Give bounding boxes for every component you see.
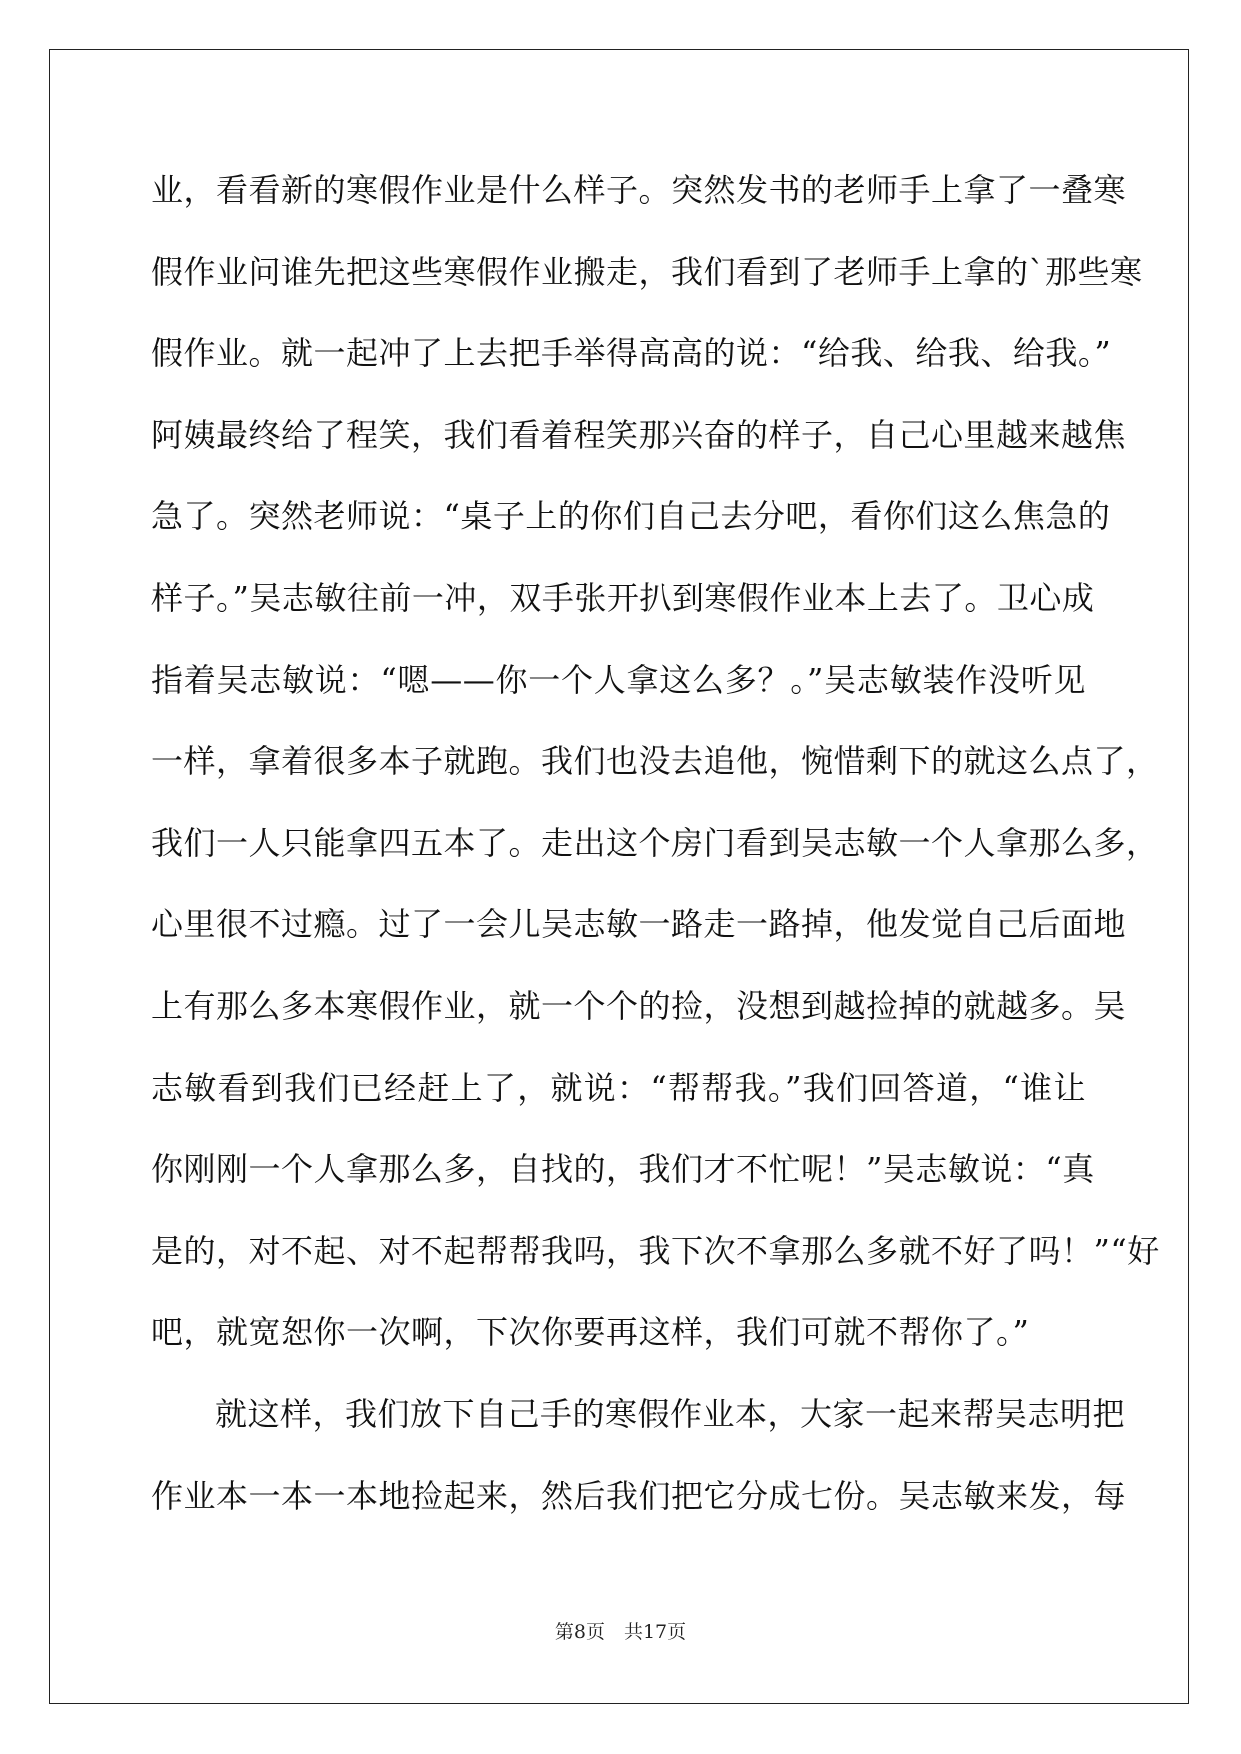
text-line: 作业本一本一本地捡起来，然后我们把它分成七份。吴志敏来发，每 — [151, 1476, 1127, 1515]
text-line: 吧，就宽恕你一次啊，下次你要再这样，我们可就不帮你了。” — [151, 1313, 1030, 1352]
text-line: 急了。突然老师说：“桌子上的你们自己去分吧，看你们这么焦急的 — [151, 497, 1111, 536]
document-body — [151, 163, 1160, 1550]
text-line: 假作业问谁先把这些寒假作业搬走，我们看到了老师手上拿的`那些寒 — [151, 252, 1143, 291]
text-line: 指着吴志敏说：“嗯——你一个人拿这么多？。”吴志敏装作没听见 — [151, 660, 1086, 699]
text-line: 你刚刚一个人拿那么多，自找的，我们才不忙呢！”吴志敏说：“真 — [151, 1150, 1095, 1189]
text-line: 心里很不过瘾。过了一会儿吴志敏一路走一路掉，他发觉自己后面地 — [151, 905, 1127, 944]
text-line: 假作业。就一起冲了上去把手举得高高的说：“给我、给我、给我。” — [151, 334, 1112, 373]
text-line: 样子。”吴志敏往前一冲，双手张开扒到寒假作业本上去了。卫心成 — [151, 578, 1095, 617]
text-line: 阿姨最终给了程笑，我们看着程笑那兴奋的样子，自己心里越来越焦 — [151, 415, 1127, 454]
text-line: 业，看看新的寒假作业是什么样子。突然发书的老师手上拿了一叠寒 — [151, 171, 1127, 209]
text-line: 一样，拿着很多本子就跑。我们也没去追他，惋惜剩下的就这么点了， — [151, 742, 1159, 781]
paragraph-start-line: 就这样，我们放下自己手的寒假作业本，大家一起来帮吴志明把 — [215, 1394, 1126, 1433]
text-line: 我们一人只能拿四五本了。走出这个房门看到吴志敏一个人拿那么多， — [151, 823, 1159, 862]
text-line: 是的，对不起、对不起帮帮我吗，我下次不拿那么多就不好了吗！”“好 — [151, 1231, 1160, 1270]
text-line: 上有那么多本寒假作业，就一个个的捡，没想到越捡掉的就越多。吴 — [151, 986, 1127, 1025]
page-number-footer: 第8页 共17页 — [554, 1621, 687, 1643]
text-line: 志敏看到我们已经赶上了，就说：“帮帮我。”我们回答道，“谁让 — [151, 1068, 1086, 1107]
